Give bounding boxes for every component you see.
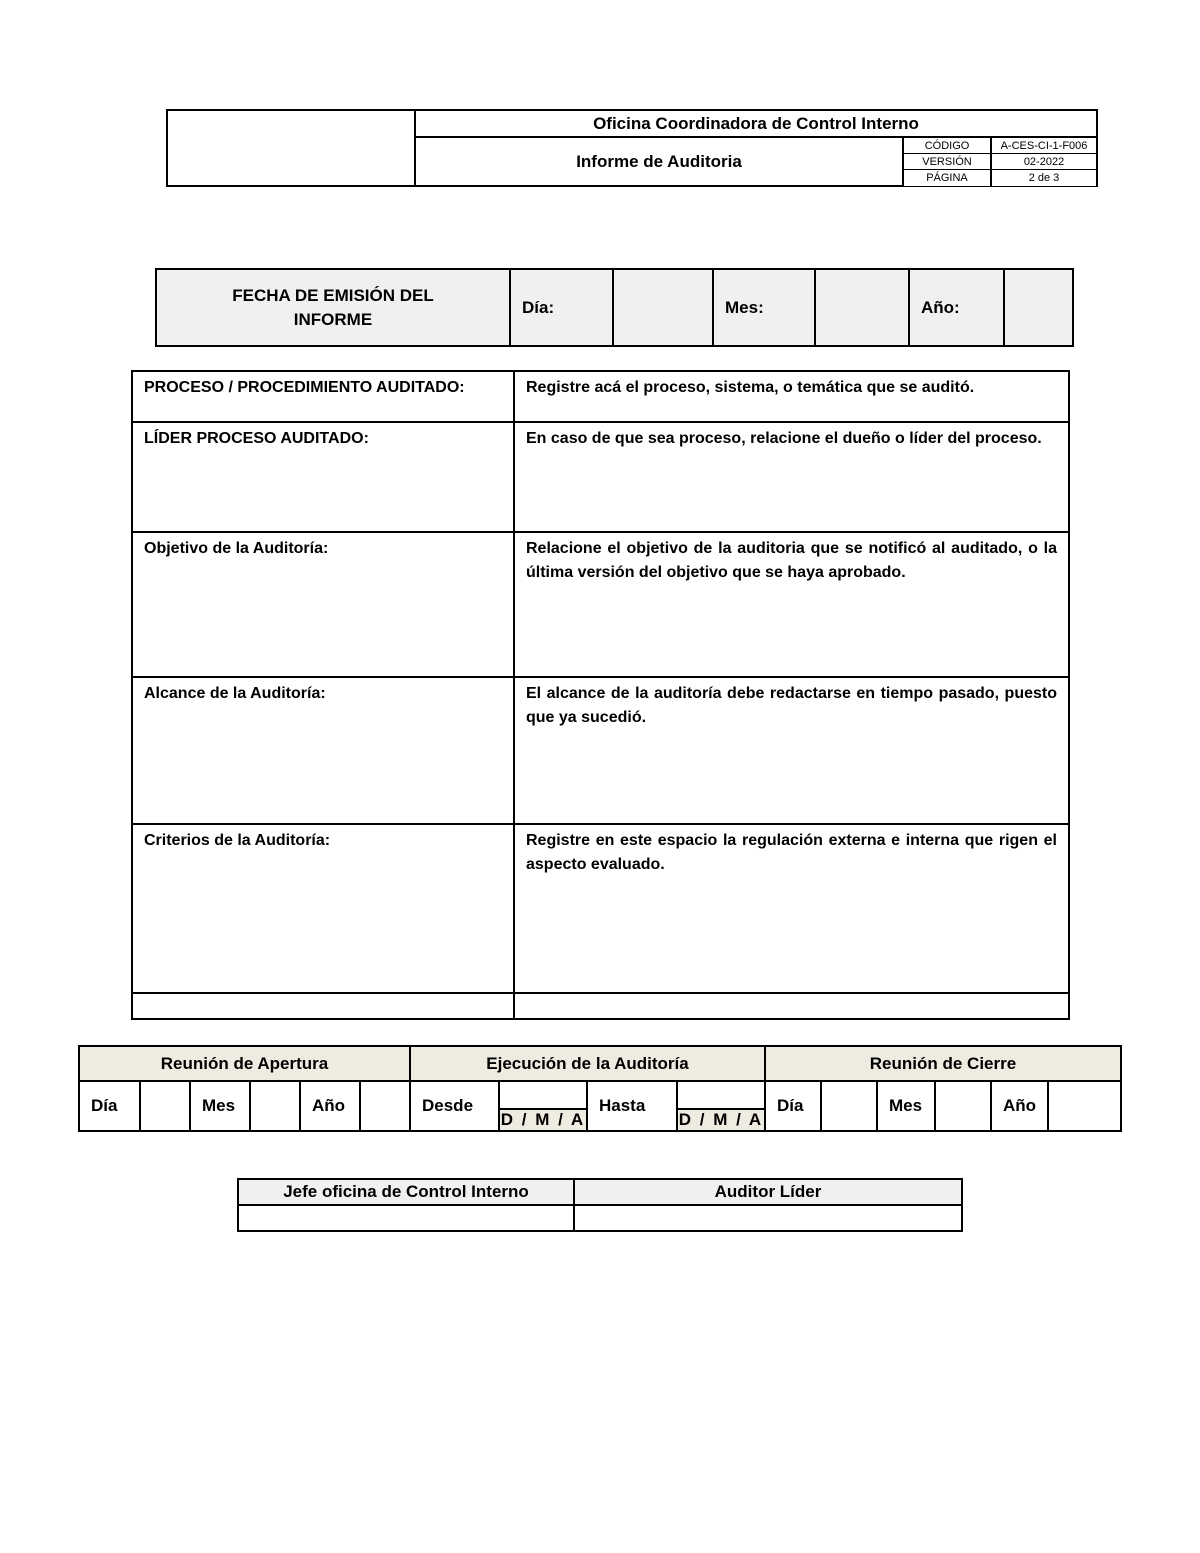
closing-day-field[interactable] (821, 1081, 877, 1131)
closing-year-label: Año (991, 1081, 1048, 1131)
closing-meeting-title: Reunión de Cierre (765, 1046, 1121, 1081)
opening-meeting-title: Reunión de Apertura (79, 1046, 410, 1081)
criteria-label: Criterios de la Auditoría: (132, 824, 514, 993)
info-row-empty (132, 993, 1069, 1019)
issue-date-table (155, 268, 1074, 347)
info-row-scope (132, 677, 1069, 824)
empty-right-cell[interactable] (514, 993, 1069, 1019)
scope-label: Alcance de la Auditoría: (132, 677, 514, 824)
office-name: Oficina Coordinadora de Control Interno (415, 110, 1097, 137)
signatures-table (237, 1178, 963, 1232)
version-value: 02-2022 (991, 154, 1097, 170)
meetings-table (78, 1045, 1122, 1132)
issue-day-field[interactable] (613, 269, 713, 346)
execution-from-label: Desde (410, 1081, 499, 1131)
opening-year-field[interactable] (360, 1081, 410, 1131)
opening-month-label: Mes (190, 1081, 250, 1131)
info-row-leader (132, 422, 1069, 532)
closing-day-label: Día (765, 1081, 821, 1131)
opening-day-label: Día (79, 1081, 140, 1131)
document-header (166, 109, 1098, 187)
from-date-format: D / M / A (500, 1110, 586, 1129)
opening-month-field[interactable] (250, 1081, 300, 1131)
objective-label: Objetivo de la Auditoría: (132, 532, 514, 677)
page-value: 2 de 3 (991, 170, 1097, 186)
issue-day-label: Día: (510, 269, 613, 346)
page-label: PÁGINA (903, 170, 991, 186)
leader-field[interactable]: En caso de que sea proceso, relacione el dueño o líder del proceso. (514, 422, 1069, 532)
code-value: A-CES-CI-1-F006 (991, 137, 1097, 154)
issue-month-label: Mes: (713, 269, 815, 346)
execution-from-field[interactable] (499, 1081, 587, 1131)
lead-auditor-signature-field[interactable] (574, 1205, 962, 1231)
to-date-format: D / M / A (678, 1110, 764, 1129)
process-label: PROCESO / PROCEDIMIENTO AUDITADO: (132, 371, 514, 422)
lead-auditor-label: Auditor Líder (574, 1179, 962, 1205)
process-field[interactable]: Registre acá el proceso, sistema, o temática que se auditó. (514, 371, 1069, 422)
issue-month-field[interactable] (815, 269, 909, 346)
execution-to-label: Hasta (587, 1081, 677, 1131)
chief-label: Jefe oficina de Control Interno (238, 1179, 574, 1205)
audit-info-table (131, 370, 1070, 1020)
leader-label: LÍDER PROCESO AUDITADO: (132, 422, 514, 532)
info-row-objective (132, 532, 1069, 677)
scope-field[interactable]: El alcance de la auditoría debe redactarse en tiempo pasado, puesto que ya sucedió. (514, 677, 1069, 824)
objective-field[interactable]: Relacione el objetivo de la auditoria que se notificó al auditado, o la última versión del objetivo que se haya aprobado. (514, 532, 1069, 677)
document-title: Informe de Auditoria (415, 137, 903, 186)
logo-cell (167, 110, 415, 186)
execution-title: Ejecución de la Auditoría (410, 1046, 765, 1081)
version-label: VERSIÓN (903, 154, 991, 170)
info-row-criteria (132, 824, 1069, 993)
closing-month-field[interactable] (935, 1081, 991, 1131)
closing-year-field[interactable] (1048, 1081, 1121, 1131)
issue-date-label: FECHA DE EMISIÓN DEL INFORME (156, 269, 510, 346)
empty-left-cell[interactable] (132, 993, 514, 1019)
code-label: CÓDIGO (903, 137, 991, 154)
execution-to-field[interactable] (677, 1081, 765, 1131)
issue-year-field[interactable] (1004, 269, 1073, 346)
opening-day-field[interactable] (140, 1081, 190, 1131)
info-row-process (132, 371, 1069, 422)
criteria-field[interactable]: Registre en este espacio la regulación externa e interna que rigen el aspecto evaluado. (514, 824, 1069, 993)
closing-month-label: Mes (877, 1081, 935, 1131)
issue-year-label: Año: (909, 269, 1004, 346)
chief-signature-field[interactable] (238, 1205, 574, 1231)
opening-year-label: Año (300, 1081, 360, 1131)
